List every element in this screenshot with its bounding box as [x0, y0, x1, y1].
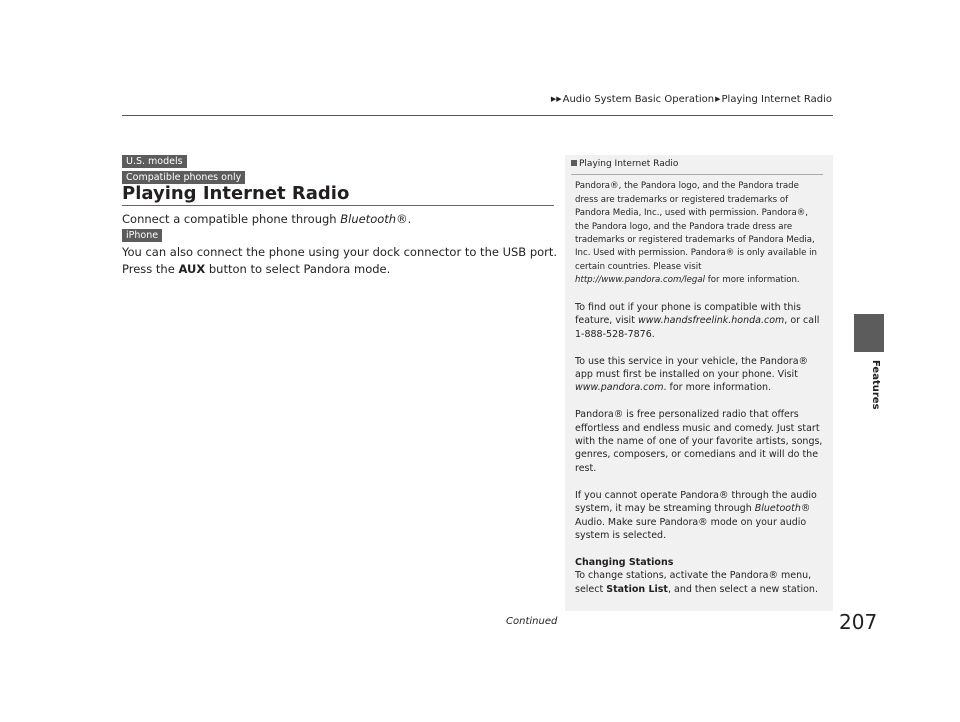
us-models-badge: U.S. models — [122, 155, 187, 168]
changing-stations-heading: Changing Stations — [575, 556, 674, 568]
arrow-right-icon: ▶▶ — [550, 95, 562, 103]
body-line-connect — [122, 212, 411, 226]
bluetooth-term: Bluetooth — [754, 503, 801, 515]
note-trademark — [575, 180, 823, 287]
iphone-badge: iPhone — [122, 229, 162, 242]
note-compatibility — [575, 301, 823, 341]
compatible-phones-badge: Compatible phones only — [122, 171, 245, 184]
pandora-url: www.pandora.com — [575, 382, 664, 394]
pandora-legal-url: http://www.pandora.com/legal — [575, 275, 706, 286]
sidebar-heading-text: Playing Internet Radio — [579, 159, 679, 169]
aux-button-term: AUX — [178, 262, 206, 276]
note-text: for more information. — [705, 275, 800, 286]
continued-label: Continued — [506, 616, 558, 627]
page-title: Playing Internet Radio — [122, 183, 350, 204]
breadcrumb-section: Audio System Basic Operation — [562, 94, 715, 105]
body-text: Press the — [122, 262, 179, 276]
bluetooth-term: Bluetooth — [340, 212, 397, 226]
body-line-aux — [122, 262, 390, 276]
page-number: 207 — [839, 610, 878, 634]
header-divider — [122, 115, 833, 116]
title-divider — [122, 205, 554, 206]
section-label: Features — [870, 360, 881, 410]
breadcrumb-page: Playing Internet Radio — [721, 94, 832, 105]
note-text: ® Audio. Make sure Pandora® mode on your audio system is selected. — [575, 503, 811, 541]
note-text: To change stations, activate the Pandora® menu, select — [575, 570, 812, 595]
note-text: If you cannot operate Pandora® through the audio system, it may be streaming through — [575, 489, 817, 515]
notes-sidebar — [565, 155, 833, 611]
sidebar-divider — [571, 174, 823, 175]
note-about-pandora: Pandora® is free personalized radio that offers effortless and endless music and comedy. Just start with the name of one of your favorite artists, songs, genres, composers, or comedians and it will do the rest. — [575, 409, 823, 474]
note-changing-stations — [575, 569, 823, 596]
body-text: ®. — [396, 212, 412, 226]
body-line-usb: You can also connect the phone using your dock connector to the USB port. — [122, 245, 558, 259]
arrow-right-icon: ▶ — [715, 95, 721, 103]
note-text: To find out if your phone is compatible with this feature, visit — [575, 302, 801, 327]
note-install-app — [575, 355, 823, 395]
note-text: , or call 1-888-528-7876. — [575, 315, 820, 340]
breadcrumb — [550, 94, 832, 105]
note-text: To use this service in your vehicle, the Pandora® app must first be installed on your phone. Visit — [575, 355, 809, 381]
note-square-icon — [571, 160, 577, 166]
note-text: , and then select a new station. — [667, 583, 818, 595]
note-text: Pandora®, the Pandora logo, and the Pandora trade dress are trademarks or registered trademarks of Pandora Media, Inc., used with permission. Pandora®, the Pandora logo, and the Pandora trade dress are trademarks or registered trademarks of Pandora Media, Inc. Used with permission. Pandora® is only available in certain countries. Please visit — [575, 181, 817, 272]
handsfreelink-url: www.handsfreelink.honda.com — [637, 315, 785, 327]
note-troubleshoot — [575, 489, 823, 543]
sidebar-heading — [571, 158, 823, 171]
body-text: Connect a compatible phone through — [122, 212, 341, 226]
note-text: . for more information. — [663, 382, 772, 394]
station-list-term: Station List — [606, 583, 668, 595]
body-text: button to select Pandora mode. — [205, 262, 391, 276]
section-tab — [854, 314, 884, 352]
